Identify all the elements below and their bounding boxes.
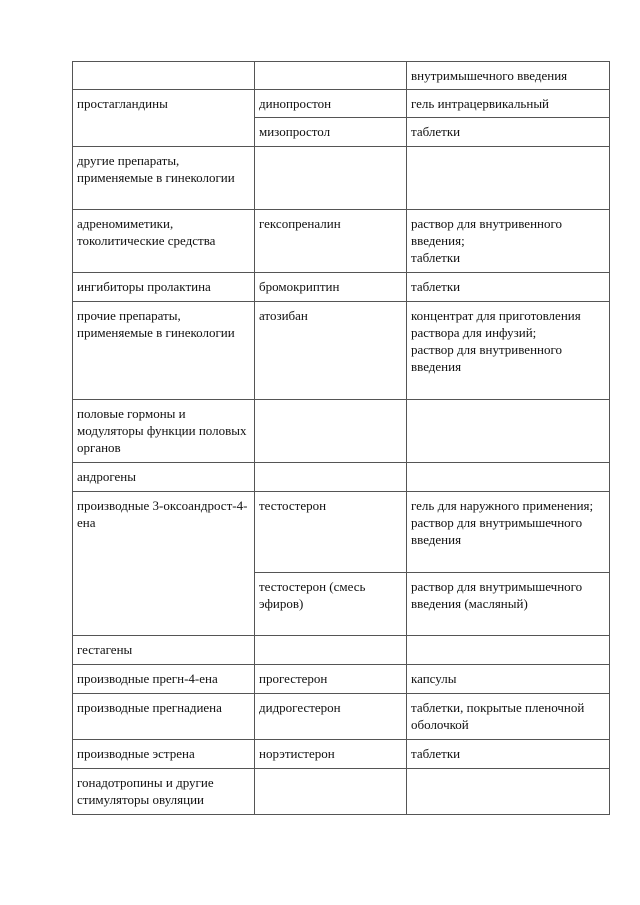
drug-cell: мизопростол [255,118,407,147]
table-row [73,694,610,740]
form-cell: таблетки [407,273,610,302]
group-cell: половые гормоны и модуляторы функции половых органов [73,400,255,463]
drug-cell [255,636,407,665]
drug-cell [255,769,407,815]
group-cell [73,62,255,90]
form-cell: концентрат для приготовления раствора для инфузий; раствор для внутривенного введения [407,302,610,400]
drug-cell: норэтистерон [255,740,407,769]
drug-cell: дидрогестерон [255,694,407,740]
drug-cell [255,62,407,90]
table-row [73,740,610,769]
table-row [73,62,610,90]
drug-cell: тестостерон (смесь эфиров) [255,573,407,636]
form-cell [407,400,610,463]
drug-cell: атозибан [255,302,407,400]
form-cell [407,147,610,210]
form-cell: таблетки [407,118,610,147]
group-cell: другие препараты, применяемые в гинекологии [73,147,255,210]
group-cell: прочие препараты, применяемые в гинекологии [73,302,255,400]
group-cell: ингибиторы пролактина [73,273,255,302]
form-cell: гель интрацервикальный [407,90,610,118]
group-cell: адреномиметики, токолитические средства [73,210,255,273]
table-row [73,463,610,492]
drug-cell: гексопреналин [255,210,407,273]
form-cell: таблетки, покрытые пленочной оболочкой [407,694,610,740]
table-row [73,492,610,573]
drug-cell [255,463,407,492]
drug-cell: прогестерон [255,665,407,694]
form-cell: раствор для внутримышечного введения (масляный) [407,573,610,636]
group-cell: гонадотропины и другие стимуляторы овуляции [73,769,255,815]
drug-cell: динопростон [255,90,407,118]
group-cell: производные прегн-4-ена [73,665,255,694]
table-row [73,665,610,694]
table-row [73,273,610,302]
form-cell: внутримышечного введения [407,62,610,90]
drug-cell [255,147,407,210]
group-cell: производные эстрена [73,740,255,769]
table-row [73,210,610,273]
group-cell: производные прегнадиена [73,694,255,740]
table-row [73,400,610,463]
table-row [73,90,610,118]
form-cell [407,636,610,665]
drug-table [72,61,610,815]
form-cell: гель для наружного применения; раствор для внутримышечного введения [407,492,610,573]
table-row [73,147,610,210]
table-row [73,636,610,665]
group-cell: андрогены [73,463,255,492]
form-cell [407,769,610,815]
drug-cell [255,400,407,463]
group-cell: гестагены [73,636,255,665]
group-cell: простагландины [73,90,255,147]
group-cell: производные 3-оксоандрост-4-ена [73,492,255,636]
form-cell [407,463,610,492]
form-cell: раствор для внутривенного введения; таблетки [407,210,610,273]
drug-cell: бромокриптин [255,273,407,302]
table-row [73,302,610,400]
table-row [73,769,610,815]
drug-cell: тестостерон [255,492,407,573]
form-cell: таблетки [407,740,610,769]
form-cell: капсулы [407,665,610,694]
